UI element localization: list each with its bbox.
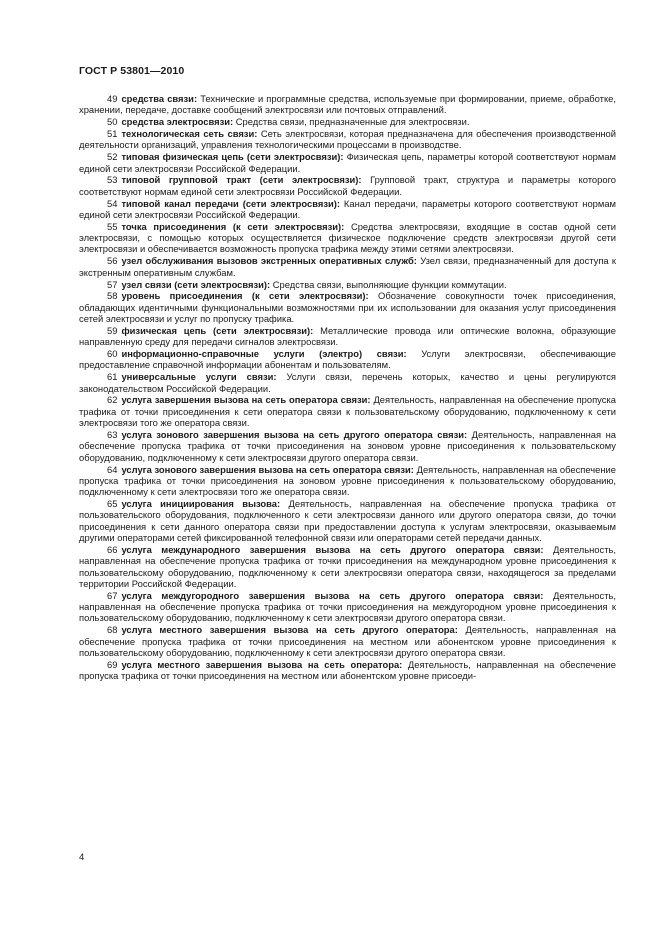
entry-definition: Средства связи, выполняющие функции коммутации.	[272, 278, 507, 290]
entry-definition: Сеть электросвязи, которая предназначена для обеспечения производственной деятельности организаций, управления технологическими процессами в производстве.	[79, 128, 617, 151]
entry-term: услуга междугородного завершения вызова на сеть другого оператора связи:	[121, 589, 544, 601]
entry-term: услуга завершения вызова на сеть оператора связи:	[121, 394, 371, 406]
entry-term: услуга зонового завершения вызова на сеть другого оператора связи:	[121, 428, 468, 440]
entry-term: типовой канал передачи (сети электросвязи):	[121, 197, 340, 209]
entry-number: 59	[107, 324, 118, 336]
definition-entry	[79, 659, 616, 682]
entry-definition: Деятельность, направленная на обеспечение пропуска трафика от точки присоединения на местном или абонентском уровне присоединения к пользовательскому оборудованию, подключенному к сети электросвязи другого оператора связи.	[79, 624, 617, 658]
definition-entry	[79, 464, 616, 498]
definition-entry	[79, 128, 616, 151]
entry-definition: Деятельность, направленная на обеспечение пропуска трафика от точки присоединения на зоновом уровне присоединения к пользовательскому оборудованию, подключенному к сети электросвязи другого оператора связи.	[79, 428, 616, 463]
entry-definition: Услуги связи, перечень которых, качество и цены регулируются законодательством Российской Федерации.	[79, 371, 616, 394]
entry-number: 64	[107, 463, 118, 475]
definition-entry	[79, 279, 616, 290]
entry-definition: Канал передачи, параметры которого соответствуют нормам единой сети электросвязи Российской Федерации.	[79, 197, 617, 220]
definition-entry	[79, 325, 616, 348]
entry-definition: Средства связи, предназначенные для электросвязи.	[235, 116, 470, 128]
entry-definition: Деятельность, направленная на обеспечение пропуска трафика от точки присоединения на междугородном уровне присоединения к пользовательскому оборудованию, подключенному к сети электросвязи другого оператора связи.	[79, 589, 616, 624]
definition-entry	[79, 624, 616, 658]
entry-number: 50	[107, 116, 118, 128]
definition-entry	[79, 174, 616, 197]
entry-term: информационно-справочные услуги (электро) связи:	[121, 348, 407, 360]
entry-term: точка присоединения (к сети электросвязи):	[121, 220, 345, 232]
definition-entry	[79, 498, 616, 543]
definition-entry	[79, 429, 616, 463]
entry-term: услуга местного завершения вызова на сеть другого оператора:	[121, 624, 458, 636]
entry-number: 53	[107, 174, 118, 186]
entry-number: 55	[107, 220, 118, 232]
entry-number: 63	[107, 428, 118, 440]
entry-number: 57	[107, 278, 118, 290]
entry-number: 69	[107, 658, 118, 670]
entry-definition: Деятельность, направленная на обеспечение пропуска трафика от точки присоединения на местном или абонентском уровне присоеди-	[79, 658, 616, 682]
page-number: 4	[79, 852, 85, 863]
entry-number: 51	[107, 128, 118, 140]
entry-definition: Деятельность, направленная на обеспечение пропуска трафика от пользовательского оборудования, подключенного к сети электросвязи данного или другого оператора связи, до точки присоединения к сети данного оператора связи при предоставлении доступа к услугам электросвязи, оказываемым другими операторами сетей фиксированной телефонной связи или операторами сетей передачи данных.	[79, 498, 616, 544]
entry-definition: Средства электросвязи, входящие в состав одной сети электросвязи, с помощью которых осуществляется физическое подключение средств электросвязи другой сети электросвязи и обеспечивается возможность пропуска трафика между этими сетями электросвязи.	[79, 220, 616, 255]
entry-term: узел связи (сети электросвязи):	[121, 278, 271, 290]
entry-term: уровень присоединения (к сети электросвязи):	[121, 290, 369, 302]
entry-term: типовой групповой тракт (сети электросвязи):	[121, 174, 362, 186]
entry-number: 68	[107, 624, 118, 636]
definition-entry	[79, 371, 616, 394]
entry-number: 56	[107, 255, 118, 267]
entry-number: 60	[107, 348, 118, 360]
entry-number: 49	[107, 93, 118, 104]
entry-definition: Металлические провода или оптические волокна, образующие направленную среду для передачи сигналов электросвязи.	[79, 324, 617, 348]
entry-term: средства электросвязи:	[121, 116, 234, 128]
entry-definition: Узел связи, предназначенный для доступа к экстренным оперативным службам.	[79, 255, 616, 278]
definition-entry	[79, 544, 616, 589]
entry-definition: Обозначение совокупности точек присоединения, обладающих идентичными функциональными возможностями при их использовании для оказания услуг присоединения сетей электросвязи и услуг по пропуску трафика.	[79, 290, 616, 325]
entry-definition: Услуги электросвязи, обеспечивающие предоставление справочной информации абонентам и пользователям.	[79, 348, 617, 371]
entry-term: услуга местного завершения вызова на сеть оператора:	[121, 658, 403, 670]
entry-term: физическая цепь (сети электросвязи):	[121, 324, 314, 336]
definition-entry	[79, 151, 616, 174]
entry-term: технологическая сеть связи:	[121, 128, 258, 140]
definition-entry	[79, 348, 616, 371]
entry-definition: Деятельность, направленная на обеспечение пропуска трафика от точки присоединения к сети оператора связи к пользовательскому оборудованию, подключенному к сети электросвязи того же оператора связи.	[79, 394, 616, 429]
definition-entry	[79, 255, 616, 278]
definition-entry	[79, 590, 616, 624]
entry-term: узел обслуживания вызовов экстренных оперативных служб:	[121, 255, 417, 267]
definition-entry	[79, 93, 616, 116]
entry-term: универсальные услуги связи:	[121, 371, 277, 383]
entry-term: услуга зонового завершения вызова на сеть оператора связи:	[121, 463, 414, 475]
entry-definition: Деятельность, направленная на обеспечение пропуска трафика от точки присоединения на международном уровне присоединения к пользовательскому оборудованию, подключенному к сети электросвязи оператора связи, находящегося за пределами территории Российской Федерации.	[79, 543, 616, 589]
entry-number: 52	[107, 151, 118, 163]
entry-number: 66	[107, 543, 118, 555]
entry-definition: Технические и программные средства, используемые при формировании, приеме, обработке, хранении, передаче, доставке сообщений электросвязи или почтовых отправлений.	[79, 93, 616, 116]
entry-number: 62	[107, 394, 118, 406]
entry-term: услуга инициирования вызова:	[121, 498, 281, 510]
entry-number: 58	[107, 290, 118, 302]
definitions-list	[79, 93, 616, 682]
entry-number: 65	[107, 498, 118, 510]
entry-number: 54	[107, 197, 118, 209]
entry-definition: Групповой тракт, структура и параметры которого соответствуют нормам единой сети электросвязи Российской Федерации.	[79, 174, 617, 197]
entry-number: 61	[107, 371, 118, 383]
entry-term: услуга международного завершения вызова на сеть другого оператора связи:	[121, 543, 544, 555]
entry-definition: Физическая цепь, параметры которой соответствуют нормам единой сети электросвязи Российской Федерации.	[79, 151, 616, 174]
document-header: ГОСТ Р 53801—2010	[79, 65, 185, 77]
entry-term: средства связи:	[121, 93, 198, 104]
entry-term: типовая физическая цепь (сети электросвязи):	[121, 151, 344, 163]
definition-entry	[79, 116, 616, 127]
definition-entry	[79, 290, 616, 324]
definition-entry	[79, 221, 616, 255]
entry-definition: Деятельность, направленная на обеспечение пропуска трафика от точки присоединения на зоновом уровне присоединения к пользовательскому оборудованию, подключенному к сети электросвязи того же оператора связи.	[79, 463, 616, 498]
definition-entry	[79, 394, 616, 428]
definition-entry	[79, 198, 616, 221]
entry-number: 67	[107, 589, 118, 601]
